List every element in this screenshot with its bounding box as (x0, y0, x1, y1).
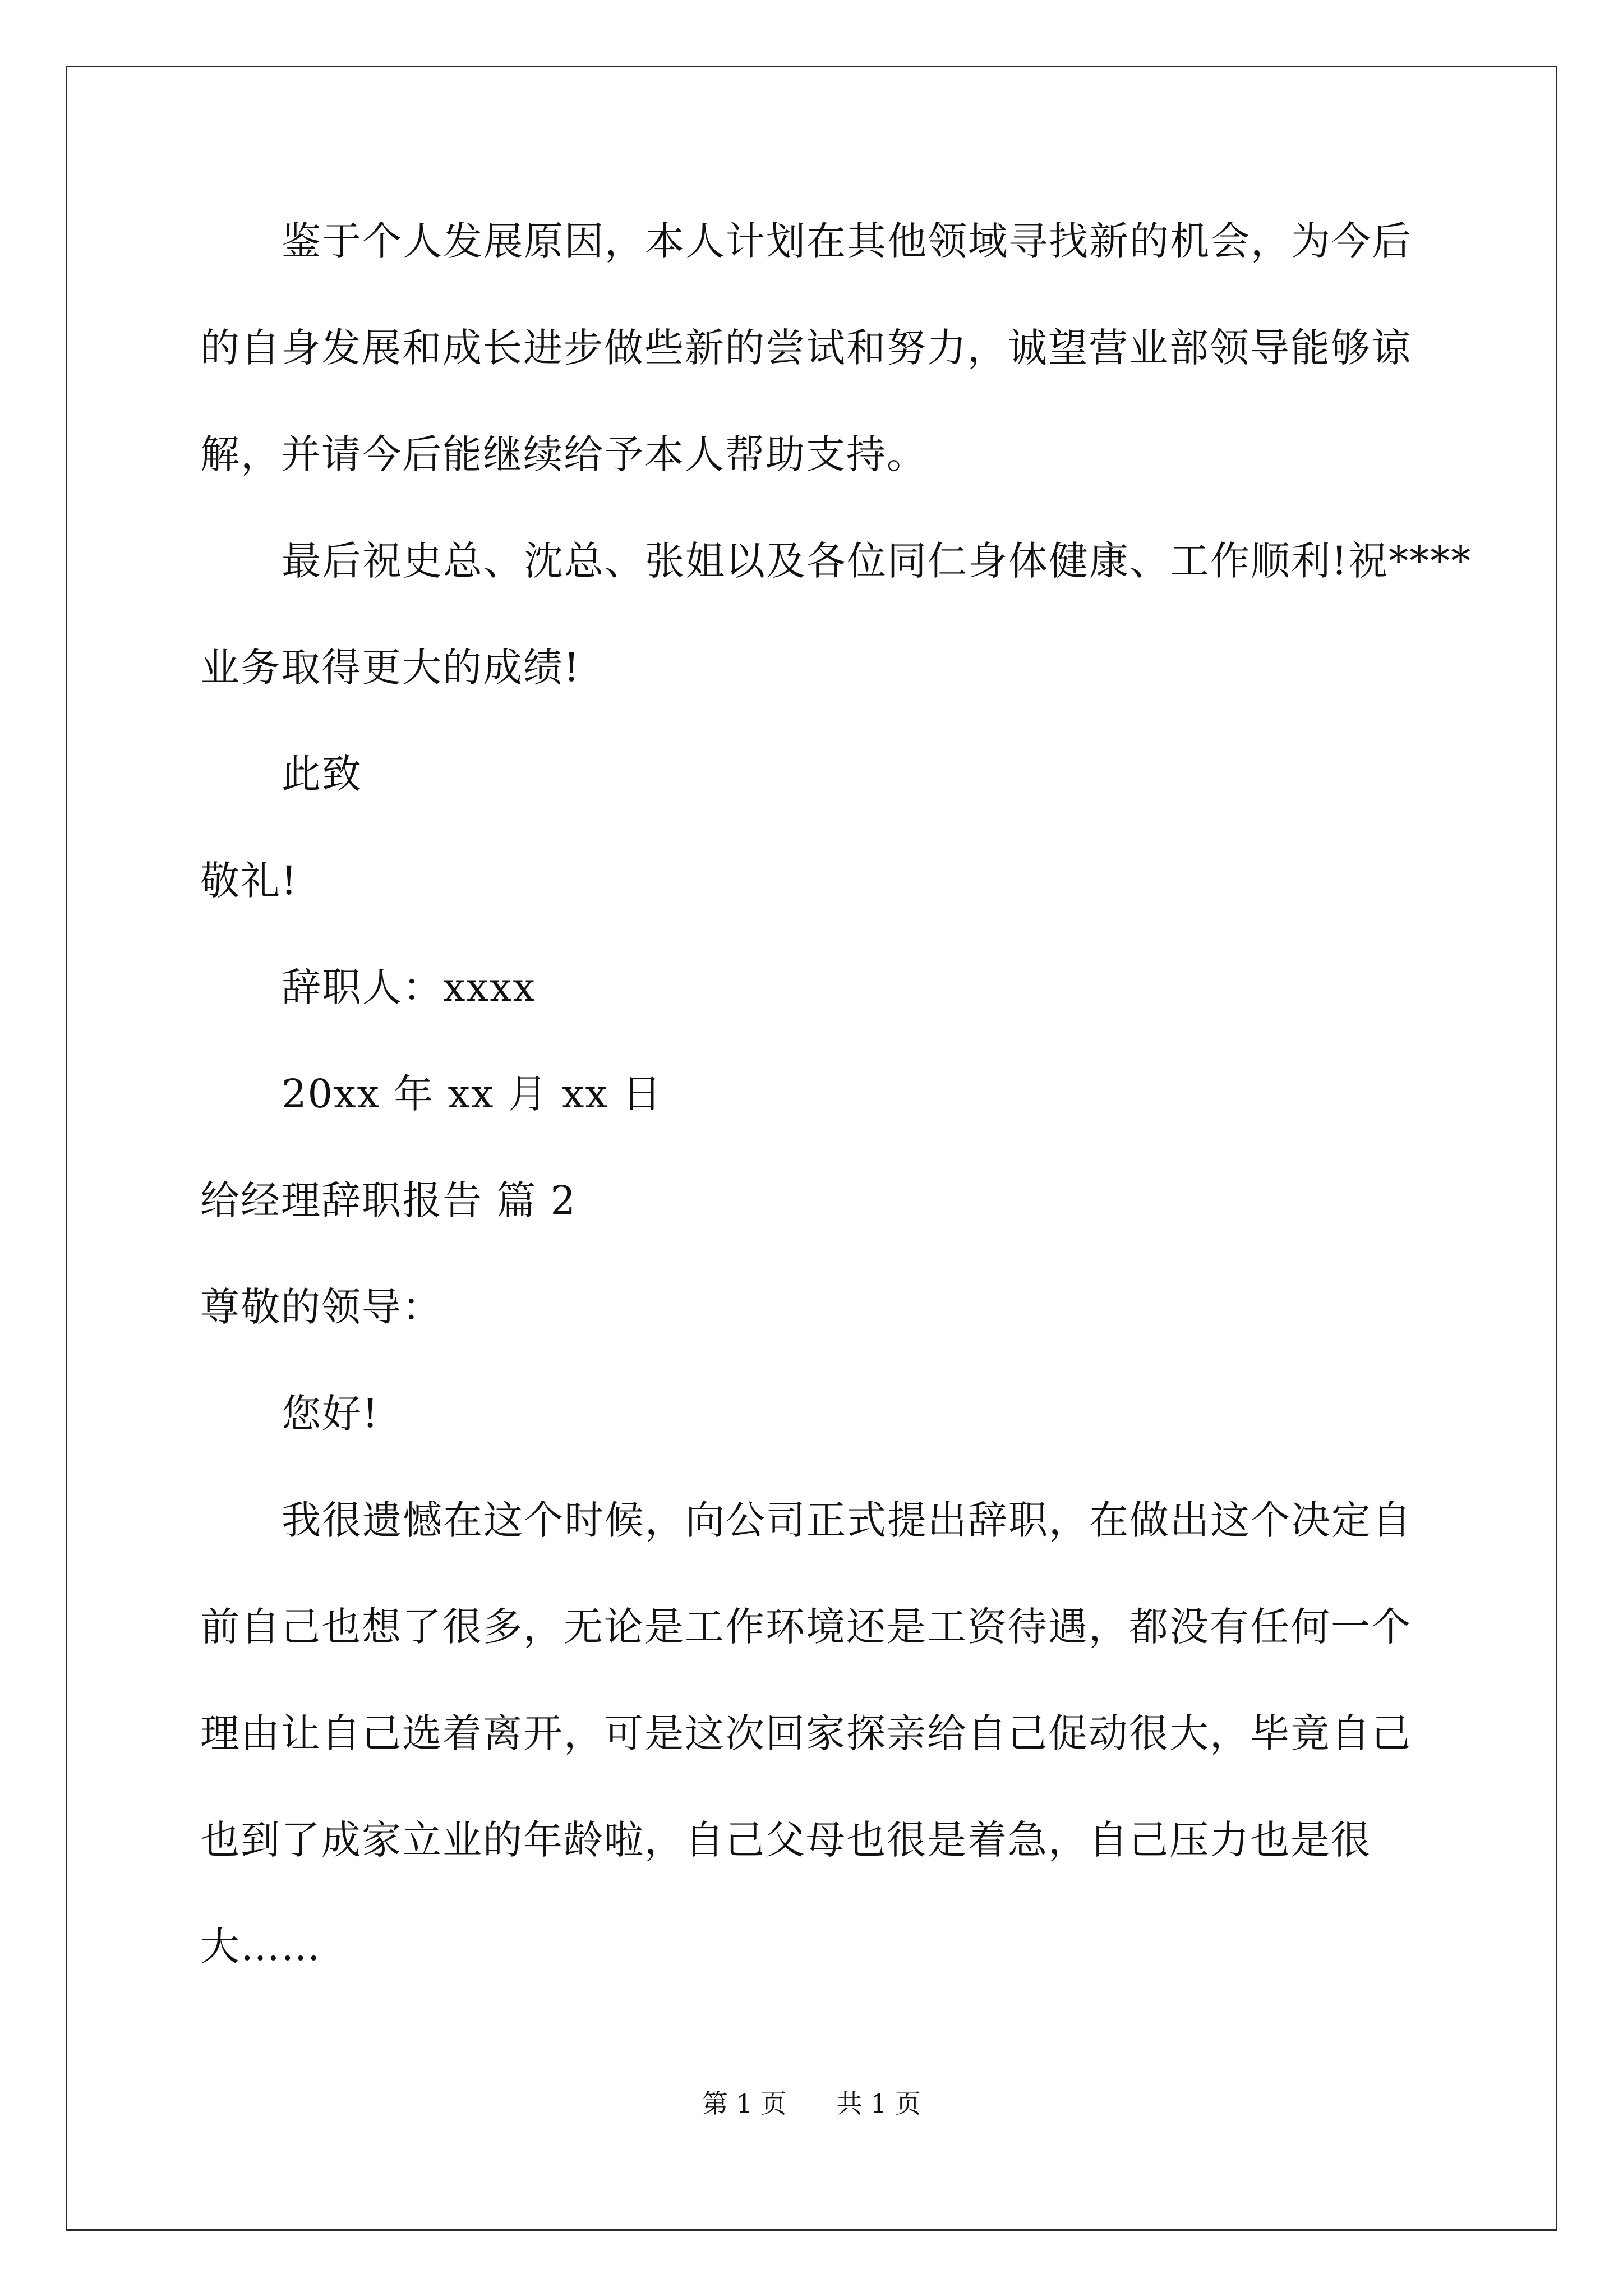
paragraph-line: 的自身发展和成长进步做些新的尝试和努力，诚望营业部领导能够谅 (200, 325, 1412, 371)
signature-line: 辞职人：xxxx (282, 964, 536, 1010)
paragraph-line: 大…… (200, 1924, 321, 1970)
closing-salutation: 此致 (282, 751, 362, 797)
paragraph-line: 最后祝史总、沈总、张姐以及各位同仁身体健康、工作顺利!祝**** (282, 538, 1472, 584)
paragraph-line: 业务取得更大的成绩! (200, 645, 581, 691)
page-border (66, 66, 1557, 2231)
paragraph-line: 理由让自己选着离开，可是这次回家探亲给自己促动很大，毕竟自己 (200, 1710, 1412, 1756)
date-line: 20xx 年 xx 月 xx 日 (282, 1071, 663, 1117)
paragraph-line: 解，并请今后能继续给予本人帮助支持。 (200, 431, 927, 477)
page-footer (0, 2087, 1623, 2120)
page-number-total: 共 1 页 (836, 2088, 921, 2119)
greeting-hello: 您好! (282, 1391, 380, 1437)
greeting: 尊敬的领导： (200, 1284, 442, 1330)
paragraph-line: 前自己也想了很多，无论是工作环境还是工资待遇，都没有任何一个 (200, 1604, 1412, 1650)
paragraph-line: 我很遗憾在这个时候，向公司正式提出辞职，在做出这个决定自 (282, 1497, 1412, 1543)
paragraph-line: 鉴于个人发展原因，本人计划在其他领域寻找新的机会，为今后 (282, 218, 1412, 264)
page-number-current: 第 1 页 (702, 2088, 787, 2119)
closing-regards: 敬礼! (200, 858, 298, 904)
paragraph-line: 也到了成家立业的年龄啦，自己父母也很是着急，自己压力也是很 (200, 1817, 1371, 1863)
section-heading: 给经理辞职报告 篇 2 (200, 1177, 577, 1223)
